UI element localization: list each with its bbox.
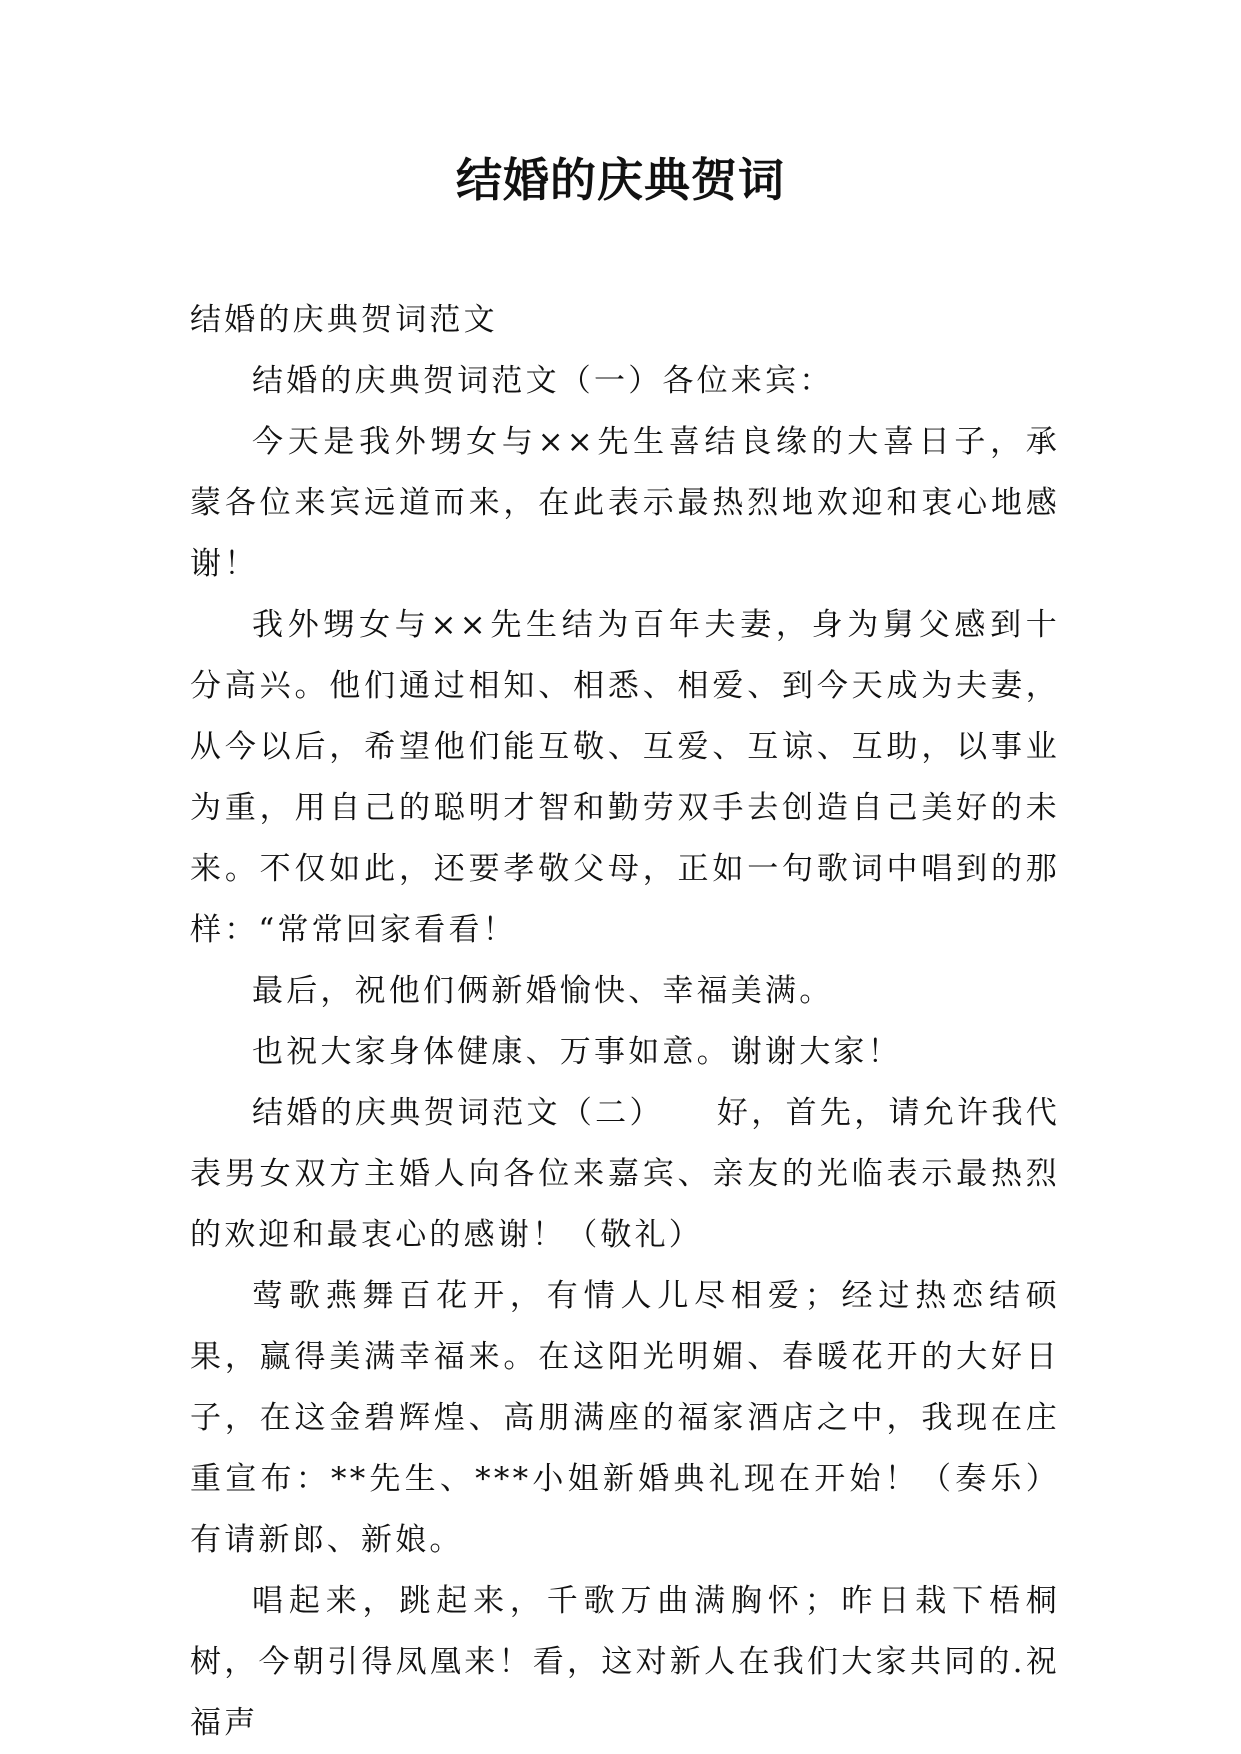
document-title: 结婚的庆典贺词 — [456, 153, 785, 207]
paragraph: 也祝大家身体健康、万事如意。谢谢大家！ — [252, 1034, 902, 1070]
paragraph: 结婚的庆典贺词范文（一）各位来宾： — [252, 363, 834, 399]
paragraph: 结婚的庆典贺词范文（二） 好，首先，请允许我代表男女双方主婚人向各位来嘉宾、亲友的光临表示最热烈的欢迎和最衷心的感谢！（敬礼） — [190, 1095, 1060, 1253]
paragraph: 今天是我外甥女与××先生喜结良缘的大喜日子，承蒙各位来宾远道而来，在此表示最热烈地欢迎和衷心地感谢！ — [190, 424, 1060, 582]
paragraph: 我外甥女与××先生结为百年夫妻，身为舅父感到十分高兴。他们通过相知、相悉、相爱、到今天成为夫妻，从今以后，希望他们能互敬、互爱、互谅、互助，以事业为重，用自己的聪明才智和勤劳双手去创造自己美好的未来。不仅如此，还要孝敬父母，正如一句歌词中唱到的那样：“常常回家看看！ — [190, 607, 1061, 948]
paragraph: 唱起来，跳起来，千歌万曲满胸怀；昨日栽下梧桐树，今朝引得凤凰来！看，这对新人在我们大家共同的.祝福声 — [190, 1583, 1060, 1741]
paragraph: 莺歌燕舞百花开，有情人儿尽相爱；经过热恋结硕果，赢得美满幸福来。在这阳光明媚、春暖花开的大好日子，在这金碧辉煌、高朋满座的福家酒店之中，我现在庄重宣布：**先生、***小姐新婚典礼现在开始！（奏乐）有请新郎、新娘。 — [190, 1278, 1060, 1558]
paragraph: 最后，祝他们俩新婚愉快、幸福美满。 — [252, 973, 834, 1009]
paragraph-subtitle: 结婚的庆典贺词范文 — [190, 302, 498, 338]
document-body — [190, 290, 1060, 1754]
